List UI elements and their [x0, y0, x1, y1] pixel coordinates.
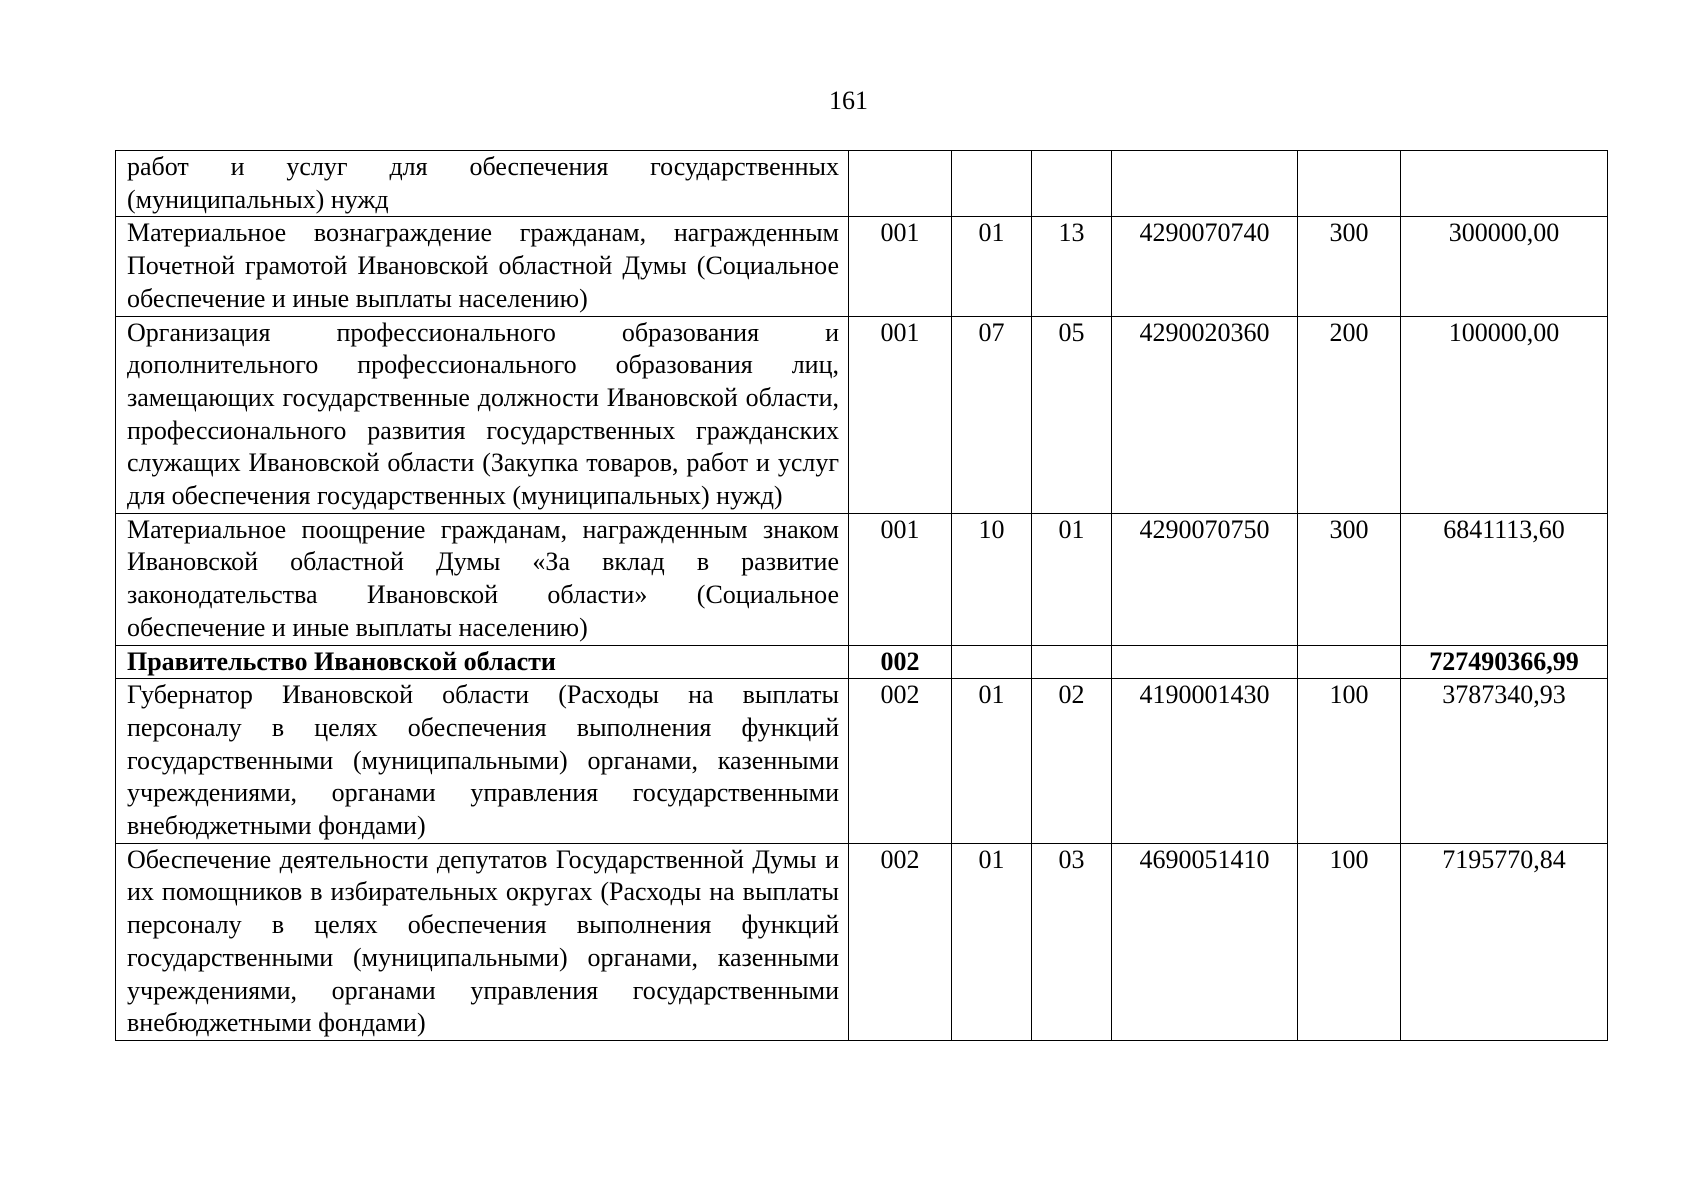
target-article-code	[1112, 151, 1298, 217]
section-code: 01	[952, 843, 1032, 1040]
table-row	[116, 679, 1608, 844]
expense-type-code: 300	[1298, 513, 1401, 645]
subsection-code	[1032, 645, 1112, 679]
budget-table	[115, 150, 1608, 1041]
ministry-code: 001	[849, 217, 952, 316]
expense-type-code	[1298, 151, 1401, 217]
expense-type-code: 100	[1298, 679, 1401, 844]
table-row	[116, 316, 1608, 513]
target-article-code: 4290020360	[1112, 316, 1298, 513]
section-code	[952, 645, 1032, 679]
expense-type-code: 200	[1298, 316, 1401, 513]
section-code: 01	[952, 679, 1032, 844]
table-row	[116, 843, 1608, 1040]
row-description: Организация профессионального образования и дополнительного профессионального образования лиц, замещающих государственные должности Ивановской области, профессионального развития государственных гражданских служащих Ивановской области (Закупка товаров, работ и услуг для обеспечения государственных (муниципальных) нужд)	[116, 316, 849, 513]
subsection-code: 01	[1032, 513, 1112, 645]
amount: 727490366,99	[1401, 645, 1608, 679]
target-article-code: 4690051410	[1112, 843, 1298, 1040]
amount: 100000,00	[1401, 316, 1608, 513]
expense-type-code: 300	[1298, 217, 1401, 316]
amount: 7195770,84	[1401, 843, 1608, 1040]
section-code: 01	[952, 217, 1032, 316]
row-description: Материальное поощрение гражданам, награжденным знаком Ивановской областной Думы «За вклад в развитие законодательства Ивановской области» (Социальное обеспечение и иные выплаты населению)	[116, 513, 849, 645]
amount: 6841113,60	[1401, 513, 1608, 645]
table-row	[116, 217, 1608, 316]
section-code: 10	[952, 513, 1032, 645]
table-row	[116, 151, 1608, 217]
ministry-code: 001	[849, 513, 952, 645]
subsection-code: 05	[1032, 316, 1112, 513]
subsection-code: 13	[1032, 217, 1112, 316]
subsection-code: 02	[1032, 679, 1112, 844]
table-row-section-heading	[116, 645, 1608, 679]
ministry-code: 002	[849, 843, 952, 1040]
target-article-code: 4290070750	[1112, 513, 1298, 645]
amount: 300000,00	[1401, 217, 1608, 316]
row-description: Материальное вознаграждение гражданам, награжденным Почетной грамотой Ивановской областной Думы (Социальное обеспечение и иные выплаты населению)	[116, 217, 849, 316]
row-description: работ и услуг для обеспечения государственных (муниципальных) нужд	[116, 151, 849, 217]
section-code: 07	[952, 316, 1032, 513]
expense-type-code: 100	[1298, 843, 1401, 1040]
subsection-code: 03	[1032, 843, 1112, 1040]
target-article-code	[1112, 645, 1298, 679]
page-number: 161	[829, 86, 868, 115]
ministry-code: 002	[849, 645, 952, 679]
section-code	[952, 151, 1032, 217]
row-description: Губернатор Ивановской области (Расходы на выплаты персоналу в целях обеспечения выполнения функций государственными (муниципальными) органами, казенными учреждениями, органами управления государственными внебюджетными фондами)	[116, 679, 849, 844]
ministry-code: 002	[849, 679, 952, 844]
ministry-code: 001	[849, 316, 952, 513]
ministry-code	[849, 151, 952, 217]
target-article-code: 4290070740	[1112, 217, 1298, 316]
amount: 3787340,93	[1401, 679, 1608, 844]
target-article-code: 4190001430	[1112, 679, 1298, 844]
expense-type-code	[1298, 645, 1401, 679]
amount	[1401, 151, 1608, 217]
table-row	[116, 513, 1608, 645]
row-description: Обеспечение деятельности депутатов Государственной Думы и их помощников в избирательных округах (Расходы на выплаты персоналу в целях обеспечения выполнения функций государственными (муниципальными) органами, казенными учреждениями, органами управления государственными внебюджетными фондами)	[116, 843, 849, 1040]
row-description: Правительство Ивановской области	[116, 645, 849, 679]
subsection-code	[1032, 151, 1112, 217]
